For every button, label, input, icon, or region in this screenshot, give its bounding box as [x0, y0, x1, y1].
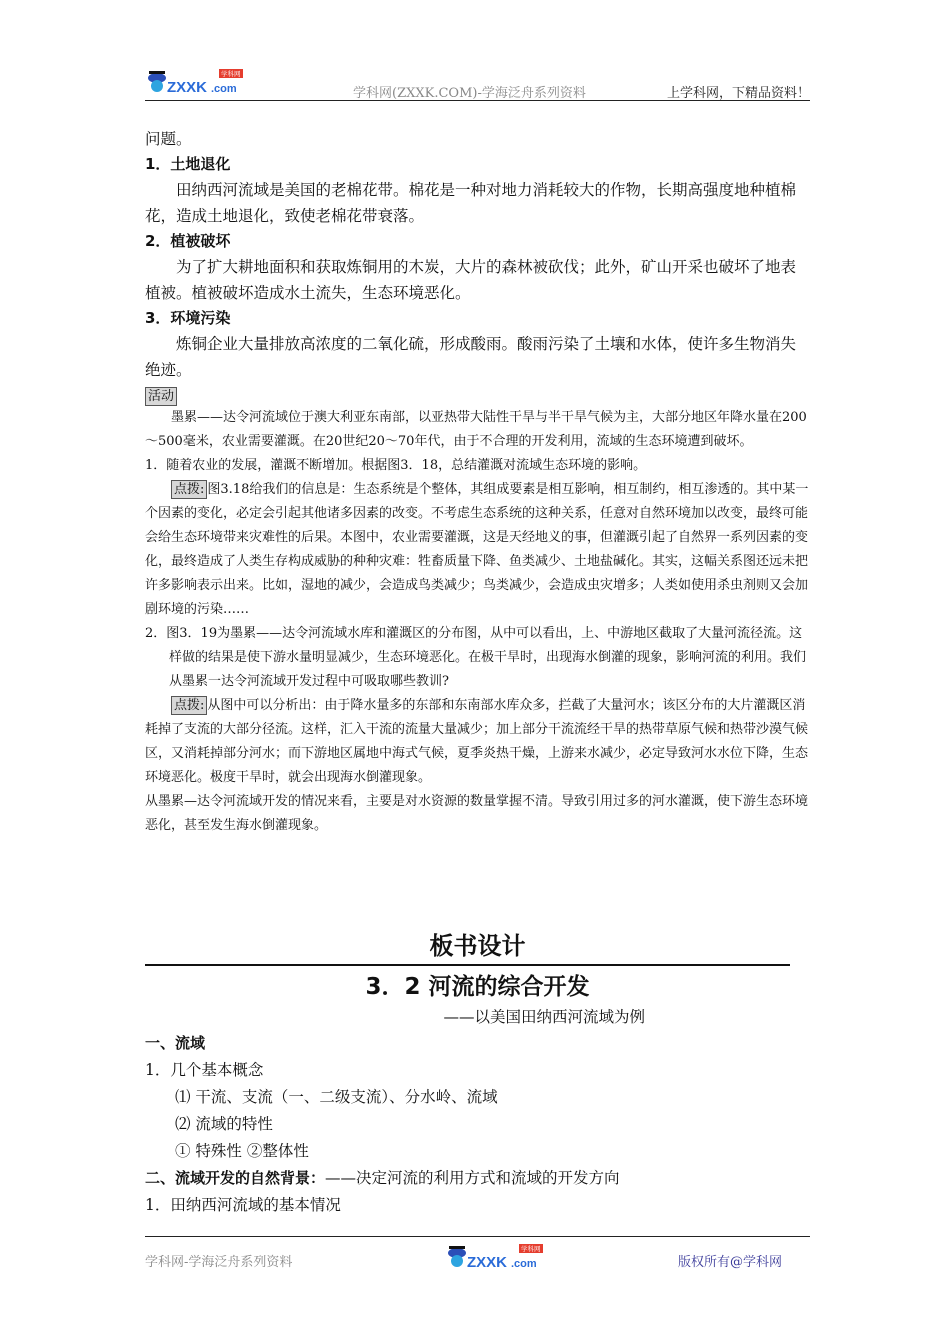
header-title: 学科网(ZXXK.COM)-学海泛舟系列资料 [353, 86, 586, 101]
header-slogan: 上学科网，下精品资料！ [666, 86, 810, 101]
outline-subitem: ⑵ 流域的特性 [175, 1115, 273, 1133]
page-footer [145, 1236, 810, 1277]
board-title: 板书设计 [429, 932, 526, 960]
footer-right: 版权所有@学科网 [677, 1255, 782, 1270]
hint-2 [145, 694, 810, 790]
page-header [145, 66, 810, 101]
hint-1-text: 图3.18给我们的信息是：生态系统是个整体，其组成要素是相互影响，相互制约，相互渗透的。其中某一个因素的变化，必定会引起其他诸多因素的改变。不考虑生态系统的这种关系，任意对自然环境加以改变，最终可能会给生态环境带来灾难性的后果。本图中，农业需要灌溉，这是天经地义的事，但灌溉引起了自然界一系列因素的变化，最终造成了人类生存构成威胁的种种灾难：牲畜质量下降、鱼类减少、土地盐碱化。其实，这幅关系图还远未把许多影响表示出来。比如，湿地的减少，会造成鸟类减少；鸟类减少，会造成虫灾增多；人类如使用杀虫剂则又会加剧环境的污染…… [145, 482, 809, 617]
board-subtitle: 3．2 河流的综合开发 [365, 974, 590, 1000]
board-byline: ——以美国田纳西河流域为例 [443, 1008, 645, 1026]
outline-section-2 [145, 1165, 810, 1192]
hint-tag: 点拨: [171, 696, 207, 715]
outline-section-2-desc: ——决定河流的利用方式和流域的开发方向 [325, 1169, 620, 1187]
question-2: 2．图3．19为墨累——达令河流域水库和灌溉区的分布图，从中可以看出，上、中游地区截取了大量河流径流。这样做的结果是使下游水量明显减少，生态环境恶化。在极干旱时，出现海水倒灌的现象，影响河流的利用。我们从墨累一达令河流域开发过程中可吸取哪些教训? [145, 626, 807, 689]
outline-item: 1．几个基本概念 [145, 1061, 264, 1079]
hint-2-text: 从图中可以分析出：由于降水量多的东部和东南部水库众多，拦截了大量河水；该区分布的大片灌溉区消耗掉了支流的大部分径流。这样，汇入干流的流量大量减少；加上部分干流流经干旱的热带草原气候和热带沙漠气候区，又消耗掉部分河水；而下游地区属地中海式气候，夏季炎热干燥，上游来水减少，必定导致河水水位下降，生态环境恶化。极度干旱时，就会出现海水倒灌现象。 [145, 698, 809, 785]
outline-subitem: ⑴ 干流、支流（一、二级支流）、分水岭、流域 [175, 1088, 498, 1106]
document-body [145, 126, 810, 838]
paragraph: 田纳西河流域是美国的老棉花带。棉花是一种对地力消耗较大的作物，长期高强度地种植棉花，造成土地退化，致使老棉花带衰落。 [145, 181, 797, 225]
svg-text:.com: .com [211, 83, 237, 95]
svg-text:学科网: 学科网 [221, 70, 241, 78]
hint-tag: 点拨: [171, 480, 207, 499]
outline-item: 1．田纳西河流域的基本情况 [145, 1196, 341, 1214]
section-heading: 3．环境污染 [145, 309, 231, 327]
board-rule [145, 964, 790, 966]
board-byline-wrap [145, 1004, 810, 1030]
svg-text:学科网: 学科网 [521, 1245, 541, 1253]
svg-text:ZXXK: ZXXK [467, 1254, 508, 1271]
conclusion-text: 从墨累—达令河流域开发的情况来看，主要是对水资源的数量掌握不清。导致引用过多的河水灌溉，使下游生态环境恶化，甚至发生海水倒灌现象。 [145, 794, 809, 833]
section-heading: 1．土地退化 [145, 155, 231, 173]
board-outline [145, 1030, 810, 1219]
svg-text:ZXXK: ZXXK [167, 79, 208, 96]
svg-text:.com: .com [511, 1258, 537, 1270]
intro-text: 问题。 [145, 130, 192, 148]
section-heading: 2．植被破坏 [145, 232, 231, 250]
outline-subitem: ① 特殊性 ②整体性 [175, 1142, 309, 1160]
paragraph: 为了扩大耕地面积和获取炼铜用的木炭，大片的森林被砍伐；此外，矿山开采也破坏了地表植被。植被破坏造成水土流失，生态环境恶化。 [145, 258, 797, 302]
outline-section-2-label: 二、流域开发的自然背景： [145, 1169, 326, 1187]
outline-section-1: 一、流域 [145, 1034, 206, 1052]
footer-logo [445, 1241, 547, 1271]
zxxk-logo [145, 66, 247, 96]
question-1: 1．随着农业的发展，灌溉不断增加。根据图3．18，总结灌溉对流域生态环境的影响。 [145, 458, 647, 473]
activity-tag: 活动 [145, 387, 177, 406]
activity-text: 墨累——达令河流域位于澳大利亚东南部，以亚热带大陆性干旱与半干旱气候为主，大部分地区年降水量在200～500毫米，农业需要灌溉。在20世纪20～70年代，由于不合理的开发利用，流域的生态环境遭到破坏。 [145, 410, 807, 449]
paragraph: 炼铜企业大量排放高浓度的二氧化硫，形成酸雨。酸雨污染了土壤和水体，使许多生物消失绝迹。 [145, 335, 797, 379]
footer-left: 学科网-学海泛舟系列资料 [145, 1255, 293, 1270]
hint-1 [145, 478, 810, 622]
